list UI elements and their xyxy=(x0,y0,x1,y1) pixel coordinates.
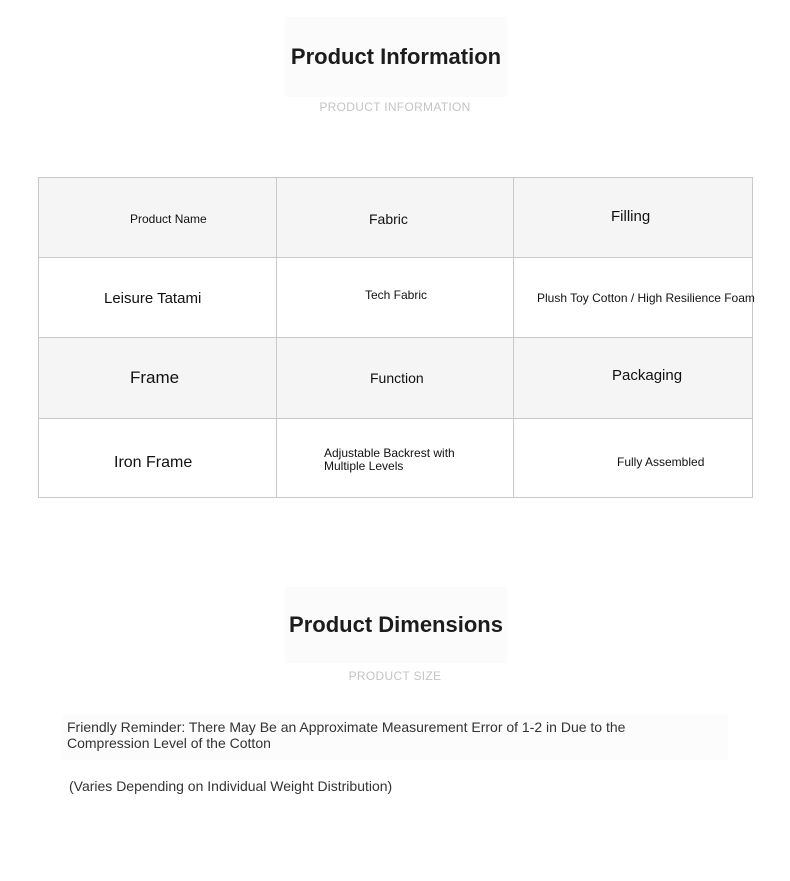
label-filling: Filling xyxy=(611,208,651,225)
table-cell xyxy=(277,178,514,258)
value-filling: Plush Toy Cotton / High Resilience Foam xyxy=(537,291,755,305)
value-product-name: Leisure Tatami xyxy=(104,290,202,307)
product-information-subtitle: PRODUCT INFORMATION xyxy=(319,100,471,114)
value-frame: Iron Frame xyxy=(114,454,193,471)
table-cell xyxy=(514,178,753,258)
table-cell xyxy=(39,178,277,258)
product-dimensions-title: Product Dimensions xyxy=(289,612,503,637)
table-cell xyxy=(514,419,753,498)
label-fabric: Fabric xyxy=(369,211,408,227)
table-cell xyxy=(277,258,514,338)
table-cell xyxy=(39,338,277,419)
weight-note: (Varies Depending on Individual Weight Distribution) xyxy=(69,778,393,794)
product-dimensions-subtitle: PRODUCT SIZE xyxy=(348,669,442,683)
label-function: Function xyxy=(370,370,424,386)
table-row xyxy=(39,258,753,338)
value-function: Adjustable Backrest with Multiple Levels xyxy=(324,446,455,473)
table-cell xyxy=(39,258,277,338)
label-product-name: Product Name xyxy=(130,212,207,226)
value-fabric: Tech Fabric xyxy=(365,288,428,302)
table-cell xyxy=(277,419,514,498)
table-cell xyxy=(514,338,753,419)
value-packaging: Fully Assembled xyxy=(617,455,705,469)
table-cell xyxy=(514,258,753,338)
product-information-title-box xyxy=(285,17,507,97)
label-frame: Frame xyxy=(130,368,180,387)
table-cell xyxy=(39,419,277,498)
table-row xyxy=(39,419,753,498)
product-spec-table xyxy=(38,177,753,498)
product-information-title: Product Information xyxy=(290,44,502,69)
product-dimensions-title-box xyxy=(285,587,507,663)
measurement-reminder: Friendly Reminder: There May Be an Approximate Measurement Error of 1-2 in Due to the Compression Level of the Cotton xyxy=(67,719,626,751)
table-row xyxy=(39,178,753,258)
table-row xyxy=(39,338,753,419)
table-cell xyxy=(277,338,514,419)
label-packaging: Packaging xyxy=(612,367,683,384)
